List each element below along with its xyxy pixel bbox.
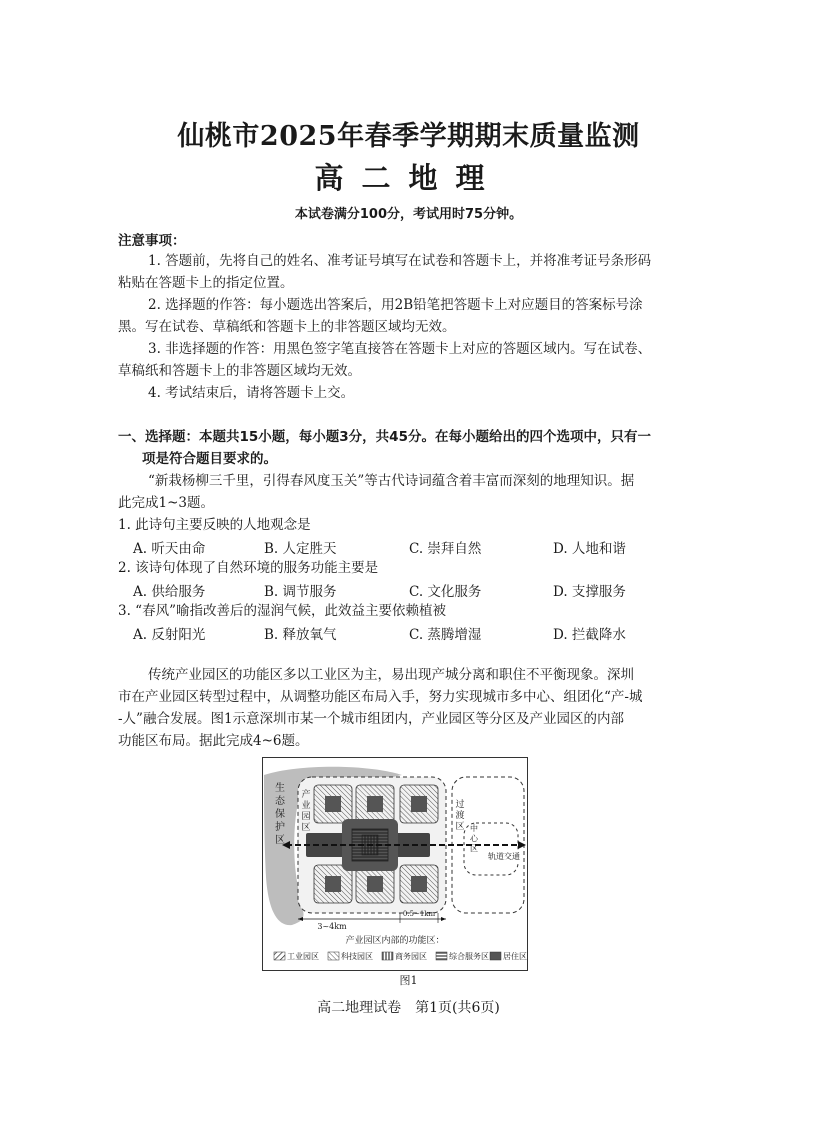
passage-intro-cont: 此完成1~3题。 xyxy=(118,495,214,511)
note-line: 粘贴在答题卡上的指定位置。 xyxy=(118,275,294,291)
passage-line: 功能区布局。据此完成4~6题。 xyxy=(118,733,309,749)
dim-total-label: 3~4km xyxy=(317,922,347,931)
question-option: C. 文化服务 xyxy=(409,584,482,600)
passage-line: 传统产业园区的功能区多以工业区为主，易出现产城分离和职住不平衡现象。深圳 xyxy=(148,667,634,683)
question-option: C. 蒸腾增湿 xyxy=(409,627,482,643)
question-option: A. 听天由命 xyxy=(133,541,206,557)
figure-caption: 图1 xyxy=(399,974,418,987)
legend-title: 产业园区内部的功能区： xyxy=(345,936,445,946)
section-heading-cont: 项是符合题目要求的。 xyxy=(142,451,277,467)
figure-industrial-park-layout xyxy=(262,757,528,971)
question-option: A. 反射阳光 xyxy=(133,627,206,643)
question-option: A. 供给服务 xyxy=(133,584,206,600)
question-option: D. 人地和谐 xyxy=(553,541,626,557)
note-line: 1. 答题前，先将自己的姓名、准考证号填写在试卷和答题卡上，并将准考证号条形码 xyxy=(148,253,652,269)
note-line: 4. 考试结束后，请将答题卡上交。 xyxy=(148,385,355,401)
subject-title: 高二地理 xyxy=(314,161,503,195)
passage-line: -人”融合发展。图1示意深圳市某一个城市组团内，产业园区等分区及产业园区的内部 xyxy=(118,711,625,727)
note-line: 3. 非选择题的作答：用黑色签字笔直接答在答题卡上对应的答题区域内。写在试卷、 xyxy=(148,341,652,357)
legend-industrial: 工业园区 xyxy=(287,952,319,961)
passage-line: 市在产业园区转型过程中，从调整功能区布局入手，努力实现城市多中心、组团化“产-城 xyxy=(118,689,643,705)
page-footer: 高二地理试卷 第1页(共6页) xyxy=(317,1000,500,1016)
notes-title: 注意事项： xyxy=(118,233,186,249)
question-stem: 2. 该诗句体现了自然环境的服务功能主要是 xyxy=(118,560,379,576)
industrial-park-label: 产业园区 xyxy=(301,790,311,833)
question-option: D. 支撑服务 xyxy=(553,584,626,600)
section-heading: 一、选择题：本题共15小题，每小题3分，共45分。在每小题给出的四个选项中，只有一 xyxy=(118,429,651,445)
passage-intro: “新栽杨柳三千里，引得春风度玉关”等古代诗词蕴含着丰富而深刻的地理知识。据 xyxy=(148,473,635,489)
question-option: B. 调节服务 xyxy=(264,584,337,600)
question-option: C. 崇拜自然 xyxy=(409,541,482,557)
center-label: 中心区 xyxy=(470,824,478,853)
note-line: 2. 选择题的作答：每小题选出答案后，用2B铅笔把答题卡上对应题目的答案标号涂 xyxy=(148,297,643,313)
legend-residential: 居住区 xyxy=(503,952,527,961)
dim-inner-label: 0.5~1km xyxy=(402,910,436,918)
question-option: B. 释放氧气 xyxy=(264,627,337,643)
legend-business: 商务园区 xyxy=(395,952,427,961)
legend-service: 综合服务区 xyxy=(449,952,489,961)
eco-label: 生态保护区 xyxy=(275,783,285,846)
question-stem: 3. “春风”喻指改善后的湿润气候，此效益主要依赖植被 xyxy=(118,603,446,619)
score-line: 本试卷满分100分，考试用时75分钟。 xyxy=(294,207,523,222)
rail-label: 轨道交通 xyxy=(488,852,520,861)
transition-label: 过渡区 xyxy=(455,800,465,832)
note-line: 草稿纸和答题卡上的非答题区域均无效。 xyxy=(118,363,361,379)
question-option: B. 人定胜天 xyxy=(264,541,337,557)
legend-tech: 科技园区 xyxy=(341,952,373,961)
question-stem: 1. 此诗句主要反映的人地观念是 xyxy=(118,517,311,533)
note-line: 黑。写在试卷、草稿纸和答题卡上的非答题区域均无效。 xyxy=(118,319,456,335)
page-title: 仙桃市2025年春季学期期末质量监测 xyxy=(177,121,640,152)
question-option: D. 拦截降水 xyxy=(553,627,626,643)
